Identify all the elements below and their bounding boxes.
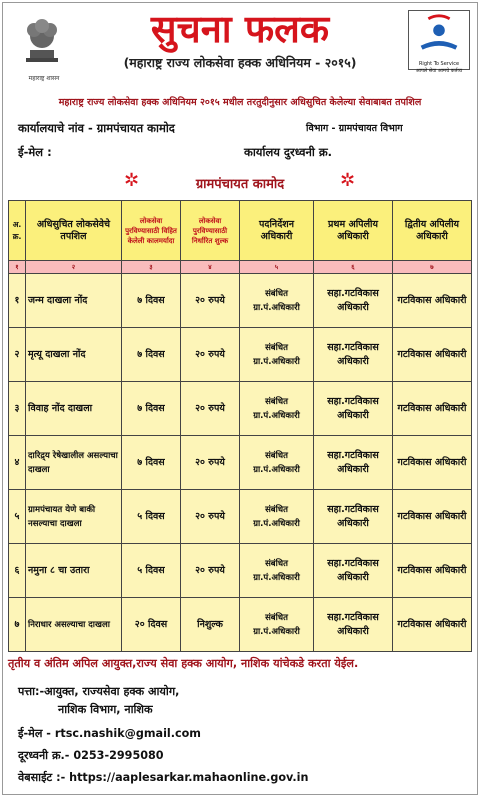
cell-officer: संबंधित ग्रा.पं.अधिकारी <box>240 598 314 652</box>
logo-caption-en: Right To Service <box>418 61 460 67</box>
cell-fee: २० रुपये <box>181 490 240 544</box>
table-row <box>9 436 472 490</box>
index-cell: ५ <box>240 261 314 274</box>
header-second-appellate: द्वितीय अपिलीय अधिकारी <box>393 201 472 261</box>
cell-first-appellate: सहा.गटविकास अधिकारी <box>314 544 393 598</box>
star-right-icon: ✲ <box>340 170 356 191</box>
index-cell: ७ <box>393 261 472 274</box>
cell-second-appellate: गटविकास अधिकारी <box>393 382 472 436</box>
appeal-note: तृतीय व अंतिम अपिल आयुक्त,राज्य सेवा हक्क आयोग, नाशिक यांचेकडे करता येईल. <box>8 657 359 670</box>
table-row <box>9 544 472 598</box>
office-phone-label: कार्यालय दुरध्वनी क्र. <box>244 145 333 159</box>
cell-second-appellate: गटविकास अधिकारी <box>393 436 472 490</box>
cell-no: ७ <box>9 598 26 652</box>
cell-time: ७ दिवस <box>122 274 181 328</box>
page-subtitle: (महाराष्ट्र राज्य लोकसेवा हक्क अधिनियम - २०१५) <box>123 55 357 70</box>
contact-phone: दूरध्वनी क्र.- 0253-2995080 <box>18 749 164 762</box>
header-serial: अ. क्र. <box>9 201 26 261</box>
cell-time: ५ दिवस <box>122 544 181 598</box>
emblem-caption: महाराष्ट्र शासन <box>28 75 60 82</box>
services-table <box>8 200 472 652</box>
state-emblem-icon <box>12 10 72 74</box>
cell-officer: संबंधित ग्रा.पं.अधिकारी <box>240 382 314 436</box>
cell-time: २० दिवस <box>122 598 181 652</box>
cell-first-appellate: सहा.गटविकास अधिकारी <box>314 328 393 382</box>
cell-service: ग्रामपंचायत येणे बाकी नसल्याचा दाखला <box>26 490 122 544</box>
header-time-limit: लोकसेवा पुरविण्यासाठी विहित केलेली कालमर्यादा <box>122 201 181 261</box>
cell-second-appellate: गटविकास अधिकारी <box>393 274 472 328</box>
index-cell: १ <box>9 261 26 274</box>
cell-officer: संबंधित ग्रा.पं.अधिकारी <box>240 328 314 382</box>
cell-officer: संबंधित ग्रा.पं.अधिकारी <box>240 436 314 490</box>
cell-officer: संबंधित ग्रा.पं.अधिकारी <box>240 490 314 544</box>
table-row <box>9 382 472 436</box>
cell-time: ७ दिवस <box>122 328 181 382</box>
cell-second-appellate: गटविकास अधिकारी <box>393 328 472 382</box>
gram-panchayat-title: ग्रामपंचायत कामोद <box>195 177 285 192</box>
cell-first-appellate: सहा.गटविकास अधिकारी <box>314 490 393 544</box>
cell-second-appellate: गटविकास अधिकारी <box>393 598 472 652</box>
cell-no: ४ <box>9 436 26 490</box>
cell-fee: निशुल्क <box>181 598 240 652</box>
table-row <box>9 598 472 652</box>
star-left-icon: ✲ <box>124 170 140 191</box>
header-service: अधिसुचित लोकसेवेचे तपशिल <box>26 201 122 261</box>
cell-no: १ <box>9 274 26 328</box>
contact-email: ई-मेल - rtsc.nashik@gmail.com <box>18 727 201 740</box>
header-first-appellate: प्रथम अपिलीय अधिकारी <box>314 201 393 261</box>
cell-no: ३ <box>9 382 26 436</box>
email-label: ई-मेल : <box>18 145 52 159</box>
index-cell: ६ <box>314 261 393 274</box>
table-row <box>9 328 472 382</box>
cell-fee: २० रुपये <box>181 328 240 382</box>
address-line-1: पत्ता:-आयुक्त, राज्यसेवा हक्क आयोग, <box>18 685 180 698</box>
cell-fee: २० रुपये <box>181 544 240 598</box>
table-row <box>9 274 472 328</box>
cell-fee: २० रुपये <box>181 436 240 490</box>
index-row <box>9 261 472 274</box>
cell-second-appellate: गटविकास अधिकारी <box>393 490 472 544</box>
office-name: कार्यालयाचे नांव - ग्रामपंचायत कामोद <box>18 121 175 135</box>
cell-time: ७ दिवस <box>122 436 181 490</box>
cell-time: ५ दिवस <box>122 490 181 544</box>
cell-no: ६ <box>9 544 26 598</box>
department: विभाग - ग्रामपंचायत विभाग <box>306 123 403 134</box>
cell-second-appellate: गटविकास अधिकारी <box>393 544 472 598</box>
table-header-row <box>9 201 472 261</box>
logo-caption-mr: आपले सेवा आमचे कर्तव्य <box>415 68 463 74</box>
cell-service: जन्म दाखला नोंद <box>26 274 122 328</box>
index-cell: ४ <box>181 261 240 274</box>
cell-no: २ <box>9 328 26 382</box>
cell-service: विवाह नोंद दाखला <box>26 382 122 436</box>
cell-first-appellate: सहा.गटविकास अधिकारी <box>314 274 393 328</box>
cell-first-appellate: सहा.गटविकास अधिकारी <box>314 598 393 652</box>
cell-service: दारिद्र्य रेषेखालील असल्याचा दाखला <box>26 436 122 490</box>
intro-text: महाराष्ट्र राज्य लोकसेवा हक्क अधिनियम २०१५ मधील तरतुदीनुसार अधिसुचित केलेल्या सेवाबाबत तपशिल <box>58 97 422 108</box>
logo-caption <box>408 61 470 75</box>
cell-time: ७ दिवस <box>122 382 181 436</box>
index-cell: २ <box>26 261 122 274</box>
cell-service: नमुना ८ चा उतारा <box>26 544 122 598</box>
header-designated-officer: पदनिर्देशन अधिकारी <box>240 201 314 261</box>
cell-service: मृत्यू दाखला नोंद <box>26 328 122 382</box>
header <box>4 4 476 84</box>
cell-officer: संबंधित ग्रा.पं.अधिकारी <box>240 274 314 328</box>
contact-website: वेबसाईट :- https://aaplesarkar.mahaonline.gov.in <box>18 771 309 784</box>
index-cell: ३ <box>122 261 181 274</box>
cell-fee: २० रुपये <box>181 382 240 436</box>
cell-officer: संबंधित ग्रा.पं.अधिकारी <box>240 544 314 598</box>
header-fee: लोकसेवा पुरविण्यासाठी निर्धारित शुल्क <box>181 201 240 261</box>
table-row <box>9 490 472 544</box>
cell-no: ५ <box>9 490 26 544</box>
cell-service: निराधार असल्याचा दाखला <box>26 598 122 652</box>
cell-first-appellate: सहा.गटविकास अधिकारी <box>314 382 393 436</box>
page-title: सुचना फलक <box>150 6 330 51</box>
address-line-2: नाशिक विभाग, नाशिक <box>58 703 153 716</box>
cell-first-appellate: सहा.गटविकास अधिकारी <box>314 436 393 490</box>
cell-fee: २० रुपये <box>181 274 240 328</box>
